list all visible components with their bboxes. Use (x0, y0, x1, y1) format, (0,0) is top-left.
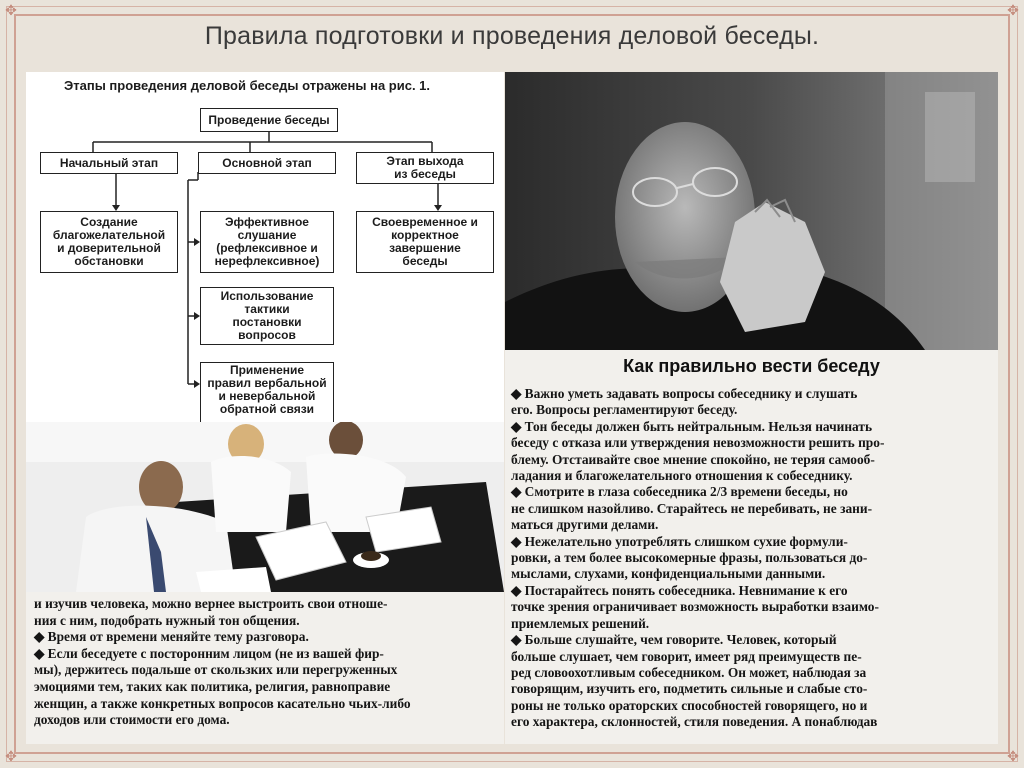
text-line: точке зрения ограничивает возможность выработки взаимо- (511, 599, 879, 615)
text-line: его. Вопросы регламентируют беседу. (511, 402, 738, 418)
text-line: ◆ Важно уметь задавать вопросы собеседнику и слушать (511, 386, 858, 401)
diagram-caption: Этапы проведения деловой беседы отражены на рис. 1. (64, 78, 431, 93)
text-line: не слишком назойливо. Старайтесь не перебивать, не зани- (511, 500, 873, 516)
corner-ornament-icon: ✥ (5, 749, 17, 765)
text-line: ◆ Смотрите в глаза собеседника 2/3 времени беседы, но (511, 484, 848, 500)
text-line: ред словоохотливым собеседником. Он может, наблюдая за (511, 664, 867, 680)
text-line: ◆ Время от времени меняйте тему разговора. (34, 629, 309, 645)
right-text-block (505, 350, 998, 744)
text-line: приемлемых решений. (511, 615, 650, 631)
text-line: ◆ Если беседуете с посторонним лицом (не из вашей фир- (34, 645, 384, 661)
text-line: доходов или стоимости его дома. (34, 712, 230, 728)
diagram-exit-detail: Своевременное и корректное завершение беседы (356, 211, 494, 273)
text-line: блему. Отстаивайте свое мнение спокойно, не теряя самооб- (511, 451, 875, 467)
diagram-stage-main: Основной этап (198, 152, 336, 174)
corner-ornament-icon: ✥ (5, 3, 17, 19)
text-line: мыслами, слухами, конфиденциальными данными. (511, 566, 826, 582)
corner-ornament-icon: ✥ (1007, 3, 1019, 19)
diagram-stage-exit: Этап выхода из беседы (356, 152, 494, 184)
diagram-main-detail-feedback: Применение правил вербальной и невербальной обратной связи (200, 362, 334, 422)
text-line: маться другими делами. (511, 517, 659, 533)
text-line: его характера, склонностей, стиля поведения. А понаблюдав (511, 714, 878, 730)
text-line: ния с ним, подобрать нужный тон общения. (34, 612, 300, 628)
text-line: эмоциями тем, таких как политика, религия, равноправие (34, 678, 391, 694)
text-line: роны не только ораторских способностей говорящего, но и (511, 697, 868, 713)
portrait-photo-drawing (505, 72, 998, 350)
right-text-body (511, 386, 997, 731)
diagram-stage-initial: Начальный этап (40, 152, 178, 174)
diagram-main-detail-listening: Эффективное слушание (рефлексивное и нерефлексивное) (200, 211, 334, 273)
stages-diagram (26, 72, 504, 422)
portrait-photo (505, 72, 998, 350)
text-line: и изучив человека, можно вернее выстроить свои отноше- (34, 596, 388, 611)
slide-title: Правила подготовки и проведения деловой беседы. (204, 22, 820, 50)
text-line: ◆ Постарайтесь понять собеседника. Невнимание к его (511, 582, 848, 598)
diagram-initial-detail: Создание благожелательной и доверительной обстановки (40, 211, 178, 273)
text-line: женщин, а также конкретных вопросов касательно чьих-либо (34, 695, 411, 711)
diagram-main-detail-questions: Использование тактики постановки вопросов (200, 287, 334, 345)
meeting-photo (26, 422, 504, 592)
left-text-block (26, 592, 504, 744)
left-text-body (34, 596, 500, 729)
text-line: беседу с отказа или утверждения невозможности решить про- (511, 435, 885, 451)
meeting-photo-drawing (26, 422, 504, 592)
text-line: больше слушает, чем говорит, имеет ряд преимуществ пе- (511, 648, 862, 664)
right-text-heading: Как правильно вести беседу (623, 356, 880, 376)
text-line: ладания и благожелательного отношения к собеседнику. (511, 468, 853, 484)
text-line: ◆ Нежелательно употреблять слишком сухие формули- (511, 533, 848, 549)
text-line: говорящим, изучить его, подметить сильные и слабые сто- (511, 681, 868, 697)
text-line: ◆ Тон беседы должен быть нейтральным. Нельзя начинать (511, 418, 873, 434)
text-line: ◆ Больше слушайте, чем говорите. Человек, который (511, 632, 837, 648)
diagram-root-box: Проведение беседы (200, 108, 338, 132)
text-line: ровки, а тем более высокомерные фразы, пользоваться до- (511, 550, 868, 566)
corner-ornament-icon: ✥ (1007, 749, 1019, 765)
text-line: мы), держитесь подальше от скользких или перегруженных (34, 662, 398, 678)
